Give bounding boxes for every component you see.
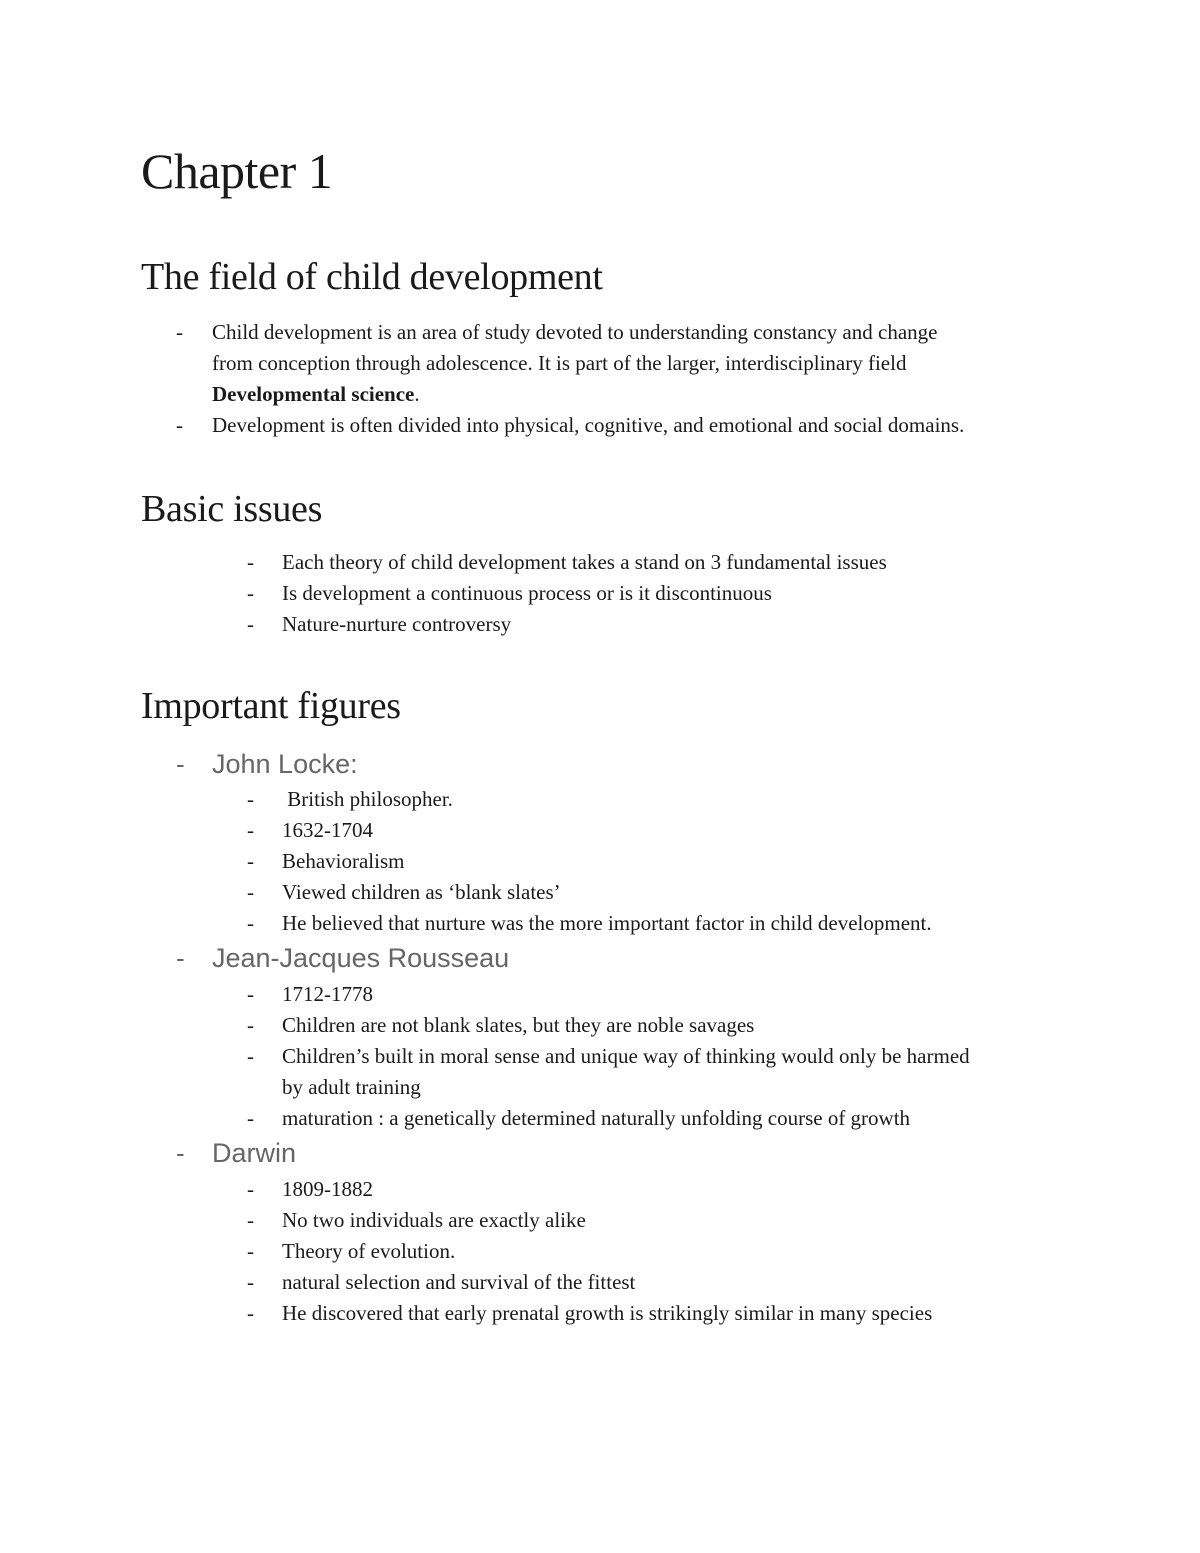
bullet-dash: - <box>247 1106 254 1130</box>
figure-item: Behavioralism <box>282 849 405 873</box>
field-bullet-2: Development is often divided into physical, cognitive, and emotional and social domains. <box>212 413 965 437</box>
bullet-dash: - <box>247 581 254 605</box>
figure-item: No two individuals are exactly alike <box>282 1208 586 1232</box>
figure-item: Children’s built in moral sense and unique way of thinking would only be harmed <box>282 1044 970 1068</box>
bullet-dash: - <box>247 1270 254 1294</box>
developmental-science-suffix: . <box>414 382 420 406</box>
field-bullet-1-line-2: from conception through adolescence. It is part of the larger, interdisciplinary field <box>212 351 907 375</box>
figure-item: 1809-1882 <box>282 1177 373 1201</box>
figure-name-darwin: Darwin <box>212 1138 297 1168</box>
bullet-dash: - <box>247 1044 254 1068</box>
bullet-dash: - <box>176 320 183 344</box>
field-bullet-1-line-1: Child development is an area of study devoted to understanding constancy and change <box>212 320 938 344</box>
bullet-dash: - <box>247 550 254 574</box>
figure-item: He believed that nurture was the more important factor in child development. <box>282 911 932 935</box>
bullet-dash: - <box>247 787 254 811</box>
section-heading-basic-issues: Basic issues <box>141 488 323 530</box>
figure-item-continuation: by adult training <box>282 1075 421 1099</box>
section-heading-important-figures: Important figures <box>141 685 401 727</box>
section-heading-field: The field of child development <box>141 256 603 298</box>
bullet-dash: - <box>247 612 254 636</box>
figure-item: He discovered that early prenatal growth is strikingly similar in many species <box>282 1301 933 1325</box>
figure-name-rousseau: Jean-Jacques Rousseau <box>212 943 510 973</box>
figure-item: maturation : a genetically determined naturally unfolding course of growth <box>282 1106 911 1130</box>
figure-item: natural selection and survival of the fittest <box>282 1270 636 1294</box>
bullet-dash: - <box>176 943 185 973</box>
basic-issue-item: Nature-nurture controversy <box>282 612 512 636</box>
bullet-dash: - <box>247 1177 254 1201</box>
bullet-dash: - <box>247 880 254 904</box>
bullet-dash: - <box>247 1208 254 1232</box>
figure-item: 1632-1704 <box>282 818 373 842</box>
figure-item: Children are not blank slates, but they are noble savages <box>282 1013 755 1037</box>
bullet-dash: - <box>176 1138 185 1168</box>
bullet-dash: - <box>247 1301 254 1325</box>
figure-item: Viewed children as ‘blank slates’ <box>282 880 561 904</box>
bullet-dash: - <box>247 818 254 842</box>
figure-item: British philosopher. <box>282 787 453 811</box>
bullet-dash: - <box>247 982 254 1006</box>
figure-item: 1712-1778 <box>282 982 373 1006</box>
bullet-dash: - <box>247 1013 254 1037</box>
page-title: Chapter 1 <box>141 143 333 199</box>
bullet-dash: - <box>176 749 185 779</box>
figure-item: Theory of evolution. <box>282 1239 456 1263</box>
basic-issue-item: Is development a continuous process or is it discontinuous <box>282 581 772 605</box>
bullet-dash: - <box>176 413 183 437</box>
developmental-science-term: Developmental science <box>212 382 415 406</box>
figure-name-john-locke: John Locke: <box>212 749 358 779</box>
bullet-dash: - <box>247 1239 254 1263</box>
basic-issue-item: Each theory of child development takes a stand on 3 fundamental issues <box>282 550 887 574</box>
bullet-dash: - <box>247 911 254 935</box>
field-bullet-1-line-3 <box>212 384 420 405</box>
bullet-dash: - <box>247 849 254 873</box>
